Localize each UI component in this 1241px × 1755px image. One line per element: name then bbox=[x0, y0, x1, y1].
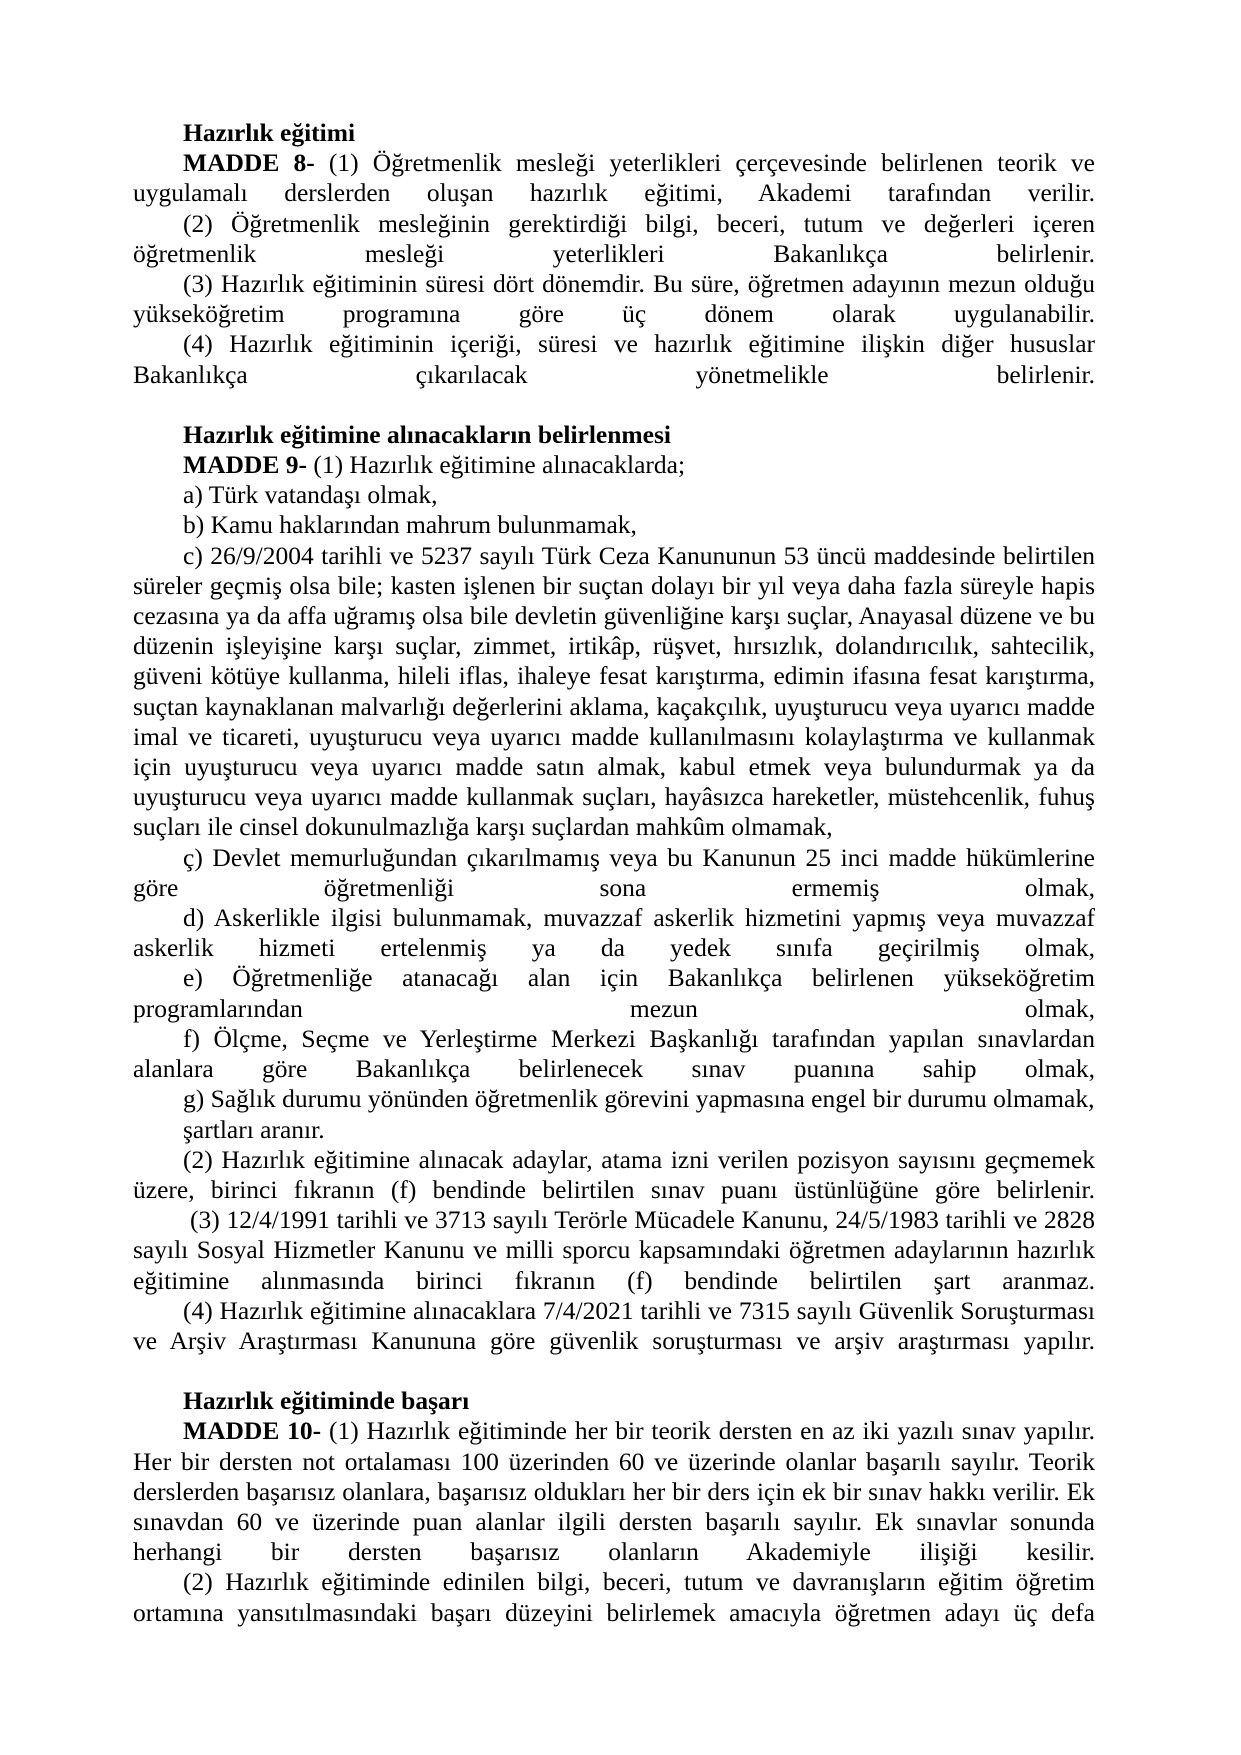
paragraph-text-madde9-p4: (4) Hazırlık eğitimine alınacaklara 7/4/2021 tarihli ve 7315 sayılı Güvenlik Soruşturması ve Arşiv Araştırması Kanununa göre güvenlik soruşturması ve arşiv araştırması yapılır. bbox=[133, 1295, 1095, 1355]
paragraph-madde8-p1 bbox=[133, 148, 1095, 208]
paragraph-text-madde10-p2: (2) Hazırlık eğitiminde edinilen bilgi, beceri, tutum ve davranışların eğitim öğretim ortamına yansıtılmasındaki başarı düzeyini belirlemek amacıyla öğretmen adayı üç defa bbox=[133, 1567, 1095, 1627]
document-body bbox=[133, 118, 1095, 1628]
paragraph-text-madde9-p2: (2) Hazırlık eğitimine alınacak adaylar, atama izni verilen pozisyon sayısını geçmemek üzere, birinci fıkranın (f) bendinde belirtilen sınav puanı üstünlüğüne göre belirlenir. bbox=[133, 1144, 1095, 1204]
paragraph-madde10-p2 bbox=[133, 1567, 1095, 1627]
paragraph-madde9-item-b bbox=[133, 510, 1095, 540]
paragraph-madde8-p4 bbox=[133, 329, 1095, 389]
paragraph-madde10-p1 bbox=[133, 1416, 1095, 1567]
paragraph-madde9-item-g-continuation bbox=[133, 1115, 1095, 1145]
paragraph-text-madde9-f: f) Ölçme, Seçme ve Yerleştirme Merkezi Başkanlığı tarafından yapılan sınavlardan alanlara göre Bakanlıkça belirlenecek sınav puanına sahip olmak, bbox=[133, 1023, 1095, 1084]
paragraph-madde9-p4 bbox=[133, 1296, 1095, 1356]
paragraph-madde9-item-e bbox=[133, 963, 1095, 1023]
paragraph-text-madde9-g: g) Sağlık durumu yönünden öğretmenlik görevini yapmasına engel bir durumu olmamak, bbox=[183, 1084, 1095, 1114]
paragraph-text-madde8-p1: (1) Öğretmenlik mesleği yeterlikleri çerçevesinde belirlenen teorik ve uygulamalı derslerden oluşan hazırlık eğitimi, Akademi tarafından verilir. bbox=[133, 148, 1095, 208]
paragraph-text-madde9-p3: (3) 12/4/1991 tarihli ve 3713 sayılı Terörle Mücadele Kanunu, 24/5/1983 tarihli ve 2828 sayılı Sosyal Hizmetler Kanunu ve milli sporcu kapsamındaki öğretmen adaylarının hazırlık eğitimine alınmasında birinci fıkranın (f) bendinde belirtilen şart aranmaz. bbox=[133, 1205, 1095, 1295]
paragraph-madde9-p2 bbox=[133, 1145, 1095, 1205]
paragraph-madde9-p1 bbox=[133, 450, 1095, 480]
paragraph-text-madde9-c-cedilla: ç) Devlet memurluğundan çıkarılmamış veya bu Kanunun 25 inci madde hükümlerine göre öğretmenliği sona ermemiş olmak, bbox=[133, 842, 1095, 902]
paragraph-madde9-item-c-cedilla bbox=[133, 843, 1095, 903]
paragraph-madde9-item-d bbox=[133, 903, 1095, 963]
paragraph-text-madde9-d: d) Askerlikle ilgisi bulunmamak, muvazzaf askerlik hizmetini yapmış veya muvazzaf askerlik hizmeti ertelenmiş ya da yedek sınıfa geçirilmiş olmak, bbox=[133, 903, 1095, 963]
paragraph-text-madde9-b: b) Kamu haklarından mahrum bulunmamak, bbox=[183, 510, 637, 540]
paragraph-text-madde9-g-cont: şartları aranır. bbox=[183, 1114, 325, 1144]
paragraph-madde8-p2 bbox=[133, 209, 1095, 269]
section-heading-madde-8: Hazırlık eğitimi bbox=[183, 118, 356, 147]
paragraph-lead-madde9: MADDE 9- bbox=[183, 450, 307, 480]
paragraph-madde9-p3 bbox=[133, 1205, 1095, 1296]
paragraph-text-madde9-a: a) Türk vatandaşı olmak, bbox=[183, 480, 438, 510]
paragraph-text-madde8-p4: (4) Hazırlık eğitiminin içeriği, süresi ve hazırlık eğitimine ilişkin diğer hususlar Bakanlıkça çıkarılacak yönetmelikle belirlenir. bbox=[133, 329, 1095, 389]
paragraph-madde9-item-g bbox=[133, 1084, 1095, 1114]
section-spacer-2 bbox=[133, 1356, 1095, 1386]
paragraph-text-madde8-p2: (2) Öğretmenlik mesleğinin gerektirdiği bilgi, beceri, tutum ve değerleri içeren öğretmenlik mesleği yeterlikleri Bakanlıkça belirlenir. bbox=[133, 208, 1095, 268]
paragraph-madde9-item-f bbox=[133, 1024, 1095, 1084]
paragraph-text-madde9-c: c) 26/9/2004 tarihli ve 5237 sayılı Türk Ceza Kanununun 53 üncü maddesinde belirtilen süreler geçmiş olsa bile; kasten işlenen bir suçtan dolayı bir yıl veya daha fazla süreyle hapis cezasına ya da affa uğramış olsa bile devletin güvenliğine karşı suçlar, Anayasal düzene ve bu düzenin işleyişine karşı suçlar, zimmet, irtikâp, rüşvet, hırsızlık, dolandırıcılık, sahtecilik, güveni kötüye kullanma, hileli iflas, ihaleye fesat karıştırma, edimin ifasına fesat karıştırma, suçtan kaynaklanan malvarlığı değerlerini aklama, kaçakçılık, uyuşturucu veya uyarıcı madde imal ve ticareti, uyuşturucu veya uyarıcı madde kullanılmasını kolaylaştırma ve kullanmak için uyuşturucu veya uyarıcı madde satın almak, kabul etmek veya bulundurmak ya da uyuşturucu veya uyarıcı madde kullanmak suçları, hayâsızca hareketler, müstehcenlik, fuhuş suçları ile cinsel dokunulmazlığa karşı suçlardan mahkûm olmamak, bbox=[133, 540, 1095, 842]
paragraph-text-madde10-p1: (1) Hazırlık eğitiminde her bir teorik dersten en az iki yazılı sınav yapılır. Her bir dersten not ortalaması 100 üzerinden 60 ve üzerinde olanlar başarılı sayılır. Teorik derslerden başarısız olanlara, başarısız oldukları her bir ders için ek bir sınav hakkı verilir. Ek sınavdan 60 ve üzerinde puan alanlar ilgili dersten başarılı sayılır. Ek sınavlar sonunda herhangi bir dersten başarısız olanların Akademiyle ilişiği kesilir. bbox=[133, 1416, 1095, 1567]
paragraph-text-madde9-p1: (1) Hazırlık eğitimine alınacaklarda; bbox=[306, 450, 686, 480]
paragraph-madde8-p3 bbox=[133, 269, 1095, 329]
paragraph-text-madde9-e: e) Öğretmenliğe atanacağı alan için Bakanlıkça belirlenen yükseköğretim programlarından mezun olmak, bbox=[133, 963, 1095, 1023]
paragraph-lead-madde8: MADDE 8- bbox=[183, 148, 315, 178]
paragraph-madde9-item-c bbox=[133, 541, 1095, 843]
paragraph-text-madde8-p3: (3) Hazırlık eğitiminin süresi dört dönemdir. Bu süre, öğretmen adayının mezun olduğu yükseköğretim programına göre üç dönem olarak uygulanabilir. bbox=[133, 269, 1095, 329]
paragraph-lead-madde10: MADDE 10- bbox=[183, 1416, 322, 1446]
section-spacer-1 bbox=[133, 390, 1095, 420]
section-heading-madde-10: Hazırlık eğitiminde başarı bbox=[183, 1386, 470, 1416]
paragraph-madde9-item-a bbox=[133, 480, 1095, 510]
section-heading-madde-9: Hazırlık eğitimine alınacakların belirlenmesi bbox=[183, 419, 671, 449]
